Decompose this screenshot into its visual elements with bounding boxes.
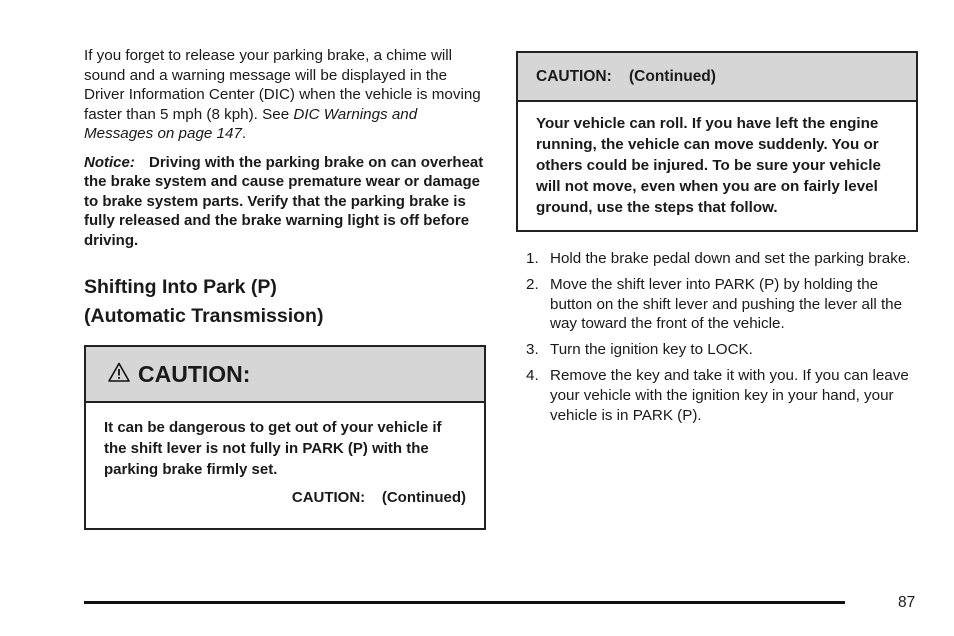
- caution-continued-text: Your vehicle can roll. If you have left the engine running, the vehicle can move suddenly. You or others could be injured. To be sure your vehicle will not move, even when you are on fairly level ground, use the steps that follow.: [536, 115, 881, 216]
- caution-continued-label: CAUTION: (Continued): [291, 489, 466, 506]
- step-text: Remove the key and take it with you. If you can leave your vehicle with the ignition key in your hand, your vehicle is in PARK (P).: [550, 367, 909, 424]
- list-item: [516, 275, 918, 334]
- step-text: Move the shift lever into PARK (P) by holding the button on the shift lever and pushing the lever all the way toward the front of the vehicle.: [550, 276, 903, 333]
- warning-triangle-icon: [108, 362, 130, 382]
- left-column: [84, 46, 486, 530]
- heading-line-1: Shifting Into Park (P): [84, 276, 277, 298]
- caution-title: CAUTION:: [138, 360, 251, 387]
- caution-text: It can be dangerous to get out of your vehicle if the shift lever is not fully in PARK (P) with the parking brake firmly set.: [104, 419, 442, 478]
- right-column: [516, 51, 918, 432]
- step-number: 4.: [526, 367, 539, 385]
- caution-body: [86, 403, 484, 528]
- step-text: Turn the ignition key to LOCK.: [550, 341, 753, 359]
- intro-end: .: [241, 125, 247, 143]
- section-heading: [84, 273, 486, 331]
- notice-text: Driving with the parking brake on can overheat the brake system and cause premature wear or damage to brake system parts. Verify that the parking brake is fully released and the brake warning light is off before driving.: [84, 153, 484, 249]
- caution-continued-header: CAUTION: (Continued): [518, 53, 916, 102]
- list-item: [516, 366, 918, 425]
- step-number: 3.: [526, 341, 539, 359]
- notice-label: Notice:: [84, 153, 135, 171]
- list-item: [516, 340, 918, 360]
- step-number: 2.: [526, 276, 539, 294]
- step-number: 1.: [526, 250, 539, 267]
- step-text: Hold the brake pedal down and set the parking brake.: [550, 250, 911, 267]
- dic-reference: DIC Warnings and Messages on page 147: [84, 105, 418, 143]
- caution-box: [84, 345, 486, 530]
- intro-paragraph: [84, 46, 486, 144]
- notice-paragraph: [84, 153, 486, 250]
- caution-continued-box: [516, 51, 918, 232]
- list-item: [516, 249, 918, 269]
- steps-list: [516, 249, 918, 425]
- intro-text: If you forget to release your parking brake, a chime will sound and a warning message will be displayed in the Driver Information Center (DIC) when the vehicle is moving faster than 5 mph (8 kph). See: [84, 47, 481, 123]
- caution-header: [86, 347, 484, 403]
- page-number: 87: [898, 594, 916, 611]
- footer-rule: [84, 601, 845, 604]
- heading-line-2: (Automatic Transmission): [84, 305, 324, 327]
